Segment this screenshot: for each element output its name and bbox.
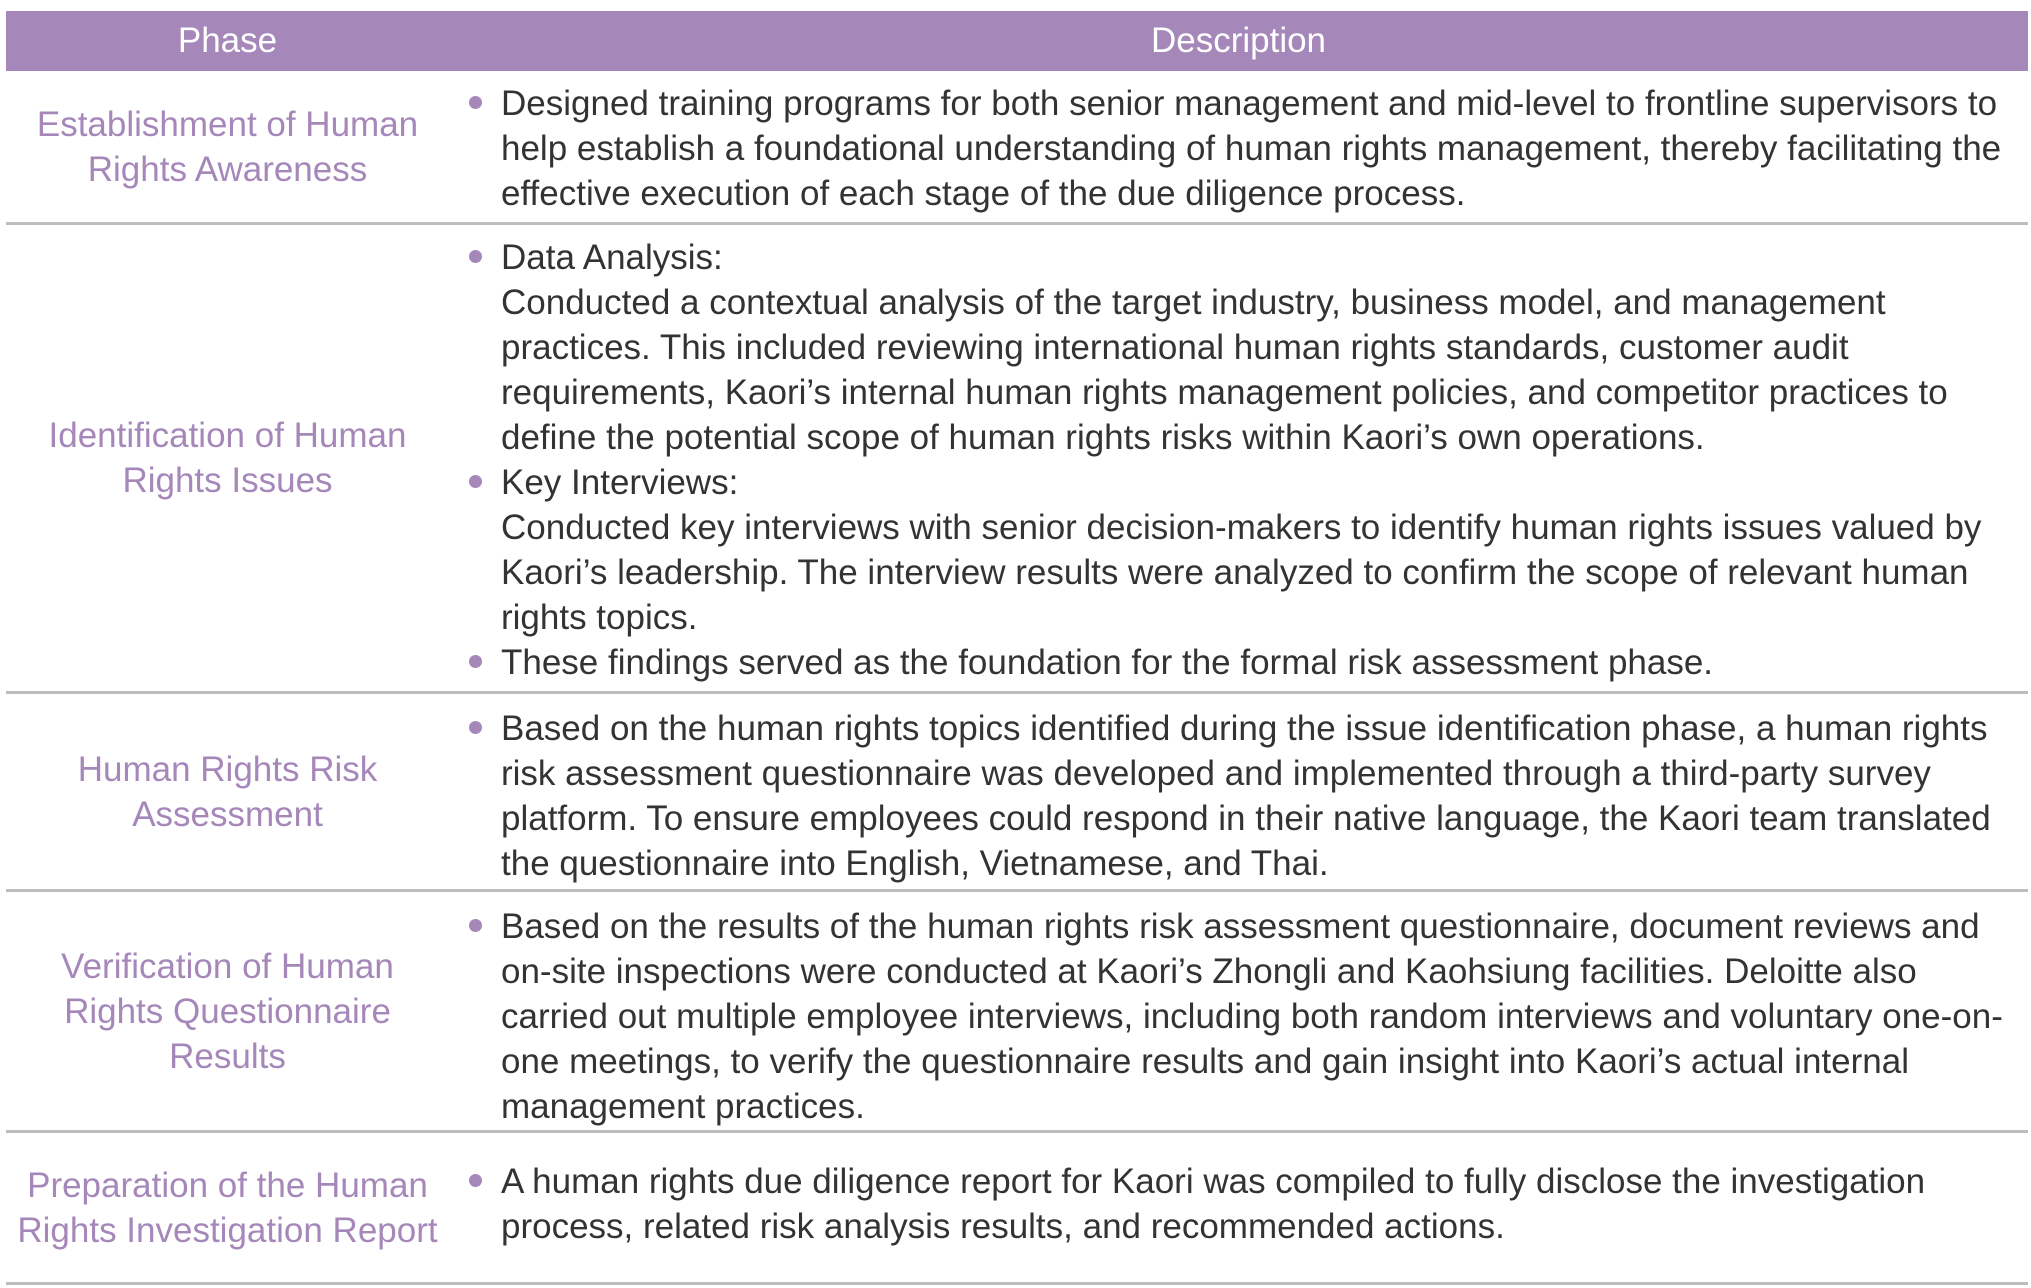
header-description: Description xyxy=(1150,21,1327,60)
table-row xyxy=(6,694,2028,892)
table-row xyxy=(6,71,2028,225)
description-cell xyxy=(449,1133,2028,1282)
list-item xyxy=(449,460,2028,640)
bullet-icon xyxy=(469,475,482,488)
table-row xyxy=(6,892,2028,1133)
list-item xyxy=(449,1159,2028,1249)
item-text: Based on the results of the human rights risk assessment questionnaire, document reviews and on-site inspections were conducted at Kaori’s Zhongli and Kaohsiung facilities. Deloitte also carried out multiple employee interviews, including both random interviews and voluntary one-on-one meetings, to verify the questionnaire results and gain insight into Kaori’s actual internal management practices. xyxy=(501,907,2003,1126)
description-cell xyxy=(449,225,2028,691)
bullet-icon xyxy=(469,1174,482,1187)
table-row xyxy=(6,225,2028,694)
item-text: These findings served as the foundation for the formal risk assessment phase. xyxy=(501,643,1714,682)
list-item xyxy=(449,640,2028,685)
table-header xyxy=(6,11,2028,71)
phase-cell: Preparation of the Human Rights Investigation Report xyxy=(17,1165,438,1250)
list-item xyxy=(449,81,2028,216)
bullet-icon xyxy=(469,919,482,932)
phase-cell: Human Rights Risk Assessment xyxy=(77,749,378,834)
description-cell xyxy=(449,694,2028,889)
item-title: Data Analysis: xyxy=(501,238,723,277)
bullet-icon xyxy=(469,655,482,668)
item-text: Conducted key interviews with senior decision-makers to identify human rights issues valued by Kaori’s leadership. The interview results were analyzed to confirm the scope of relevant human rights topics. xyxy=(501,508,1982,637)
item-text: A human rights due diligence report for Kaori was compiled to fully disclose the investigation process, related risk analysis results, and recommended actions. xyxy=(501,1162,1926,1246)
list-item xyxy=(449,904,2028,1129)
due-diligence-table xyxy=(6,11,2028,1285)
phase-cell: Verification of Human Rights Questionnaire Results xyxy=(61,946,394,1076)
item-title: Key Interviews: xyxy=(501,463,739,502)
header-phase: Phase xyxy=(177,21,278,60)
phase-cell: Identification of Human Rights Issues xyxy=(48,416,407,500)
item-text: Based on the human rights topics identified during the issue identification phase, a human rights risk assessment questionnaire was developed and implemented through a third-party survey platform. To ensure employees could respond in their native language, the Kaori team translated the questionnaire into English, Vietnamese, and Thai. xyxy=(501,709,1991,883)
table-row xyxy=(6,1133,2028,1285)
bullet-icon xyxy=(469,721,482,734)
bullet-icon xyxy=(469,250,482,263)
description-cell xyxy=(449,892,2028,1130)
item-text: Designed training programs for both senior management and mid-level to frontline supervisors to help establish a foundational understanding of human rights management, thereby facilitating the effective execution of each stage of the due diligence process. xyxy=(501,84,2002,213)
bullet-icon xyxy=(469,96,482,109)
description-cell xyxy=(449,71,2028,222)
phase-cell: Establishment of Human Rights Awareness xyxy=(36,104,419,189)
item-text: Conducted a contextual analysis of the target industry, business model, and management practices. This included reviewing international human rights standards, customer audit requirements, Kaori’s internal human rights management policies, and competitor practices to define the potential scope of human rights risks within Kaori’s own operations. xyxy=(501,283,1948,457)
list-item xyxy=(449,235,2028,460)
list-item xyxy=(449,706,2028,886)
